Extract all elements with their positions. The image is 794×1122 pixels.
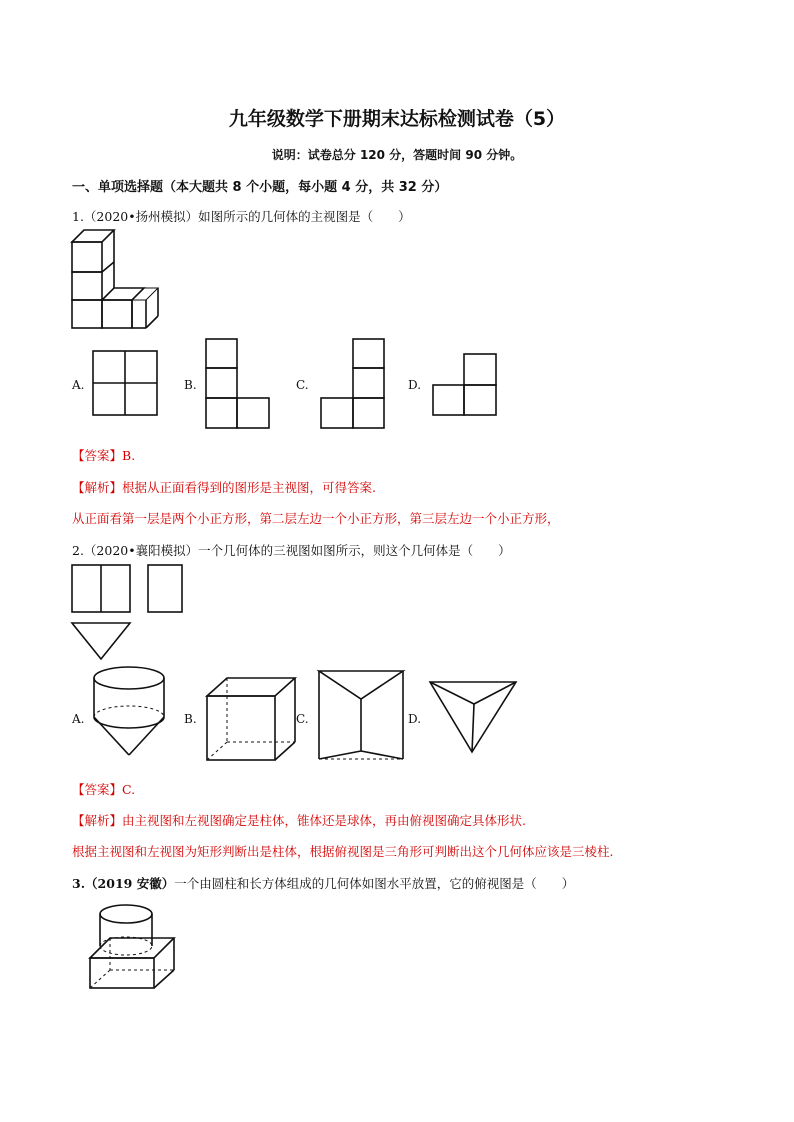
q1-answer-value: B. xyxy=(122,448,136,463)
q2-answer-value: C. xyxy=(122,782,136,797)
q2-explanation-2: 根据主视图和左视图为矩形判断出是柱体，根据俯视图是三角形可判断出这个几何体应该是三棱柱. xyxy=(72,844,614,859)
q1-option-b-figure xyxy=(205,338,271,430)
q2-answer-tag: 【答案】 xyxy=(72,782,123,797)
q1-option-a-label: A. xyxy=(72,378,85,392)
q2-explanation-text: 由主视图和左视图确定是柱体，锥体还是球体，再由俯视图确定具体形状. xyxy=(122,813,526,828)
q1-option-a-figure xyxy=(92,350,158,416)
q2-stem: 2.（2020•襄阳模拟）一个几何体的三视图如图所示，则这个几何体是（ ） xyxy=(72,543,511,558)
q2-option-c-figure xyxy=(317,669,405,763)
q1-explanation xyxy=(72,478,376,496)
q2-option-c-label: C. xyxy=(296,712,309,726)
q3-stem xyxy=(72,874,574,892)
section-heading: 一、单项选择题（本大题共 8 个小题，每小题 4 分，共 32 分） xyxy=(72,180,448,195)
q1-option-b-label: B. xyxy=(184,378,197,392)
q2-option-d-figure xyxy=(428,678,518,754)
q1-explanation-text: 根据从正面看得到的图形是主视图，可得答案. xyxy=(122,480,376,495)
q2-option-a-figure xyxy=(92,665,168,757)
q3-solid-figure xyxy=(88,902,188,992)
q2-option-d-label: D. xyxy=(408,712,422,726)
q1-option-c-figure xyxy=(320,338,386,430)
q2-option-b-figure xyxy=(205,676,297,762)
q2-answer xyxy=(72,780,135,798)
q1-option-d-figure xyxy=(432,353,498,417)
q1-stem: 1.（2020•扬州模拟）如图所示的几何体的主视图是（ ） xyxy=(72,209,411,224)
q2-option-a-label: A. xyxy=(72,712,85,726)
q1-option-d-label: D. xyxy=(408,378,422,392)
q1-explanation-2: 从正面看第一层是两个小正方形，第二层左边一个小正方形，第三层左边一个小正方形， xyxy=(72,511,560,526)
page-title: 九年级数学下册期末达标检测试卷（5） xyxy=(228,108,566,130)
exam-note: 说明：试卷总分 120 分，答题时间 90 分钟。 xyxy=(271,148,523,162)
q2-explanation xyxy=(72,811,526,829)
q1-answer-tag: 【答案】 xyxy=(72,448,123,463)
q2-explanation-tag: 【解析】 xyxy=(72,813,123,828)
q1-option-c-label: C. xyxy=(296,378,309,392)
q3-stem-number: 3.（2019 安徽） xyxy=(72,876,175,891)
q1-explanation-tag: 【解析】 xyxy=(72,480,123,495)
q3-stem-text: 一个由圆柱和长方体组成的几何体如图水平放置，它的俯视图是（ ） xyxy=(174,876,575,891)
q2-three-views-figure xyxy=(70,563,188,663)
q1-solid-figure xyxy=(70,228,165,330)
q2-option-b-label: B. xyxy=(184,712,197,726)
q1-answer xyxy=(72,446,135,464)
